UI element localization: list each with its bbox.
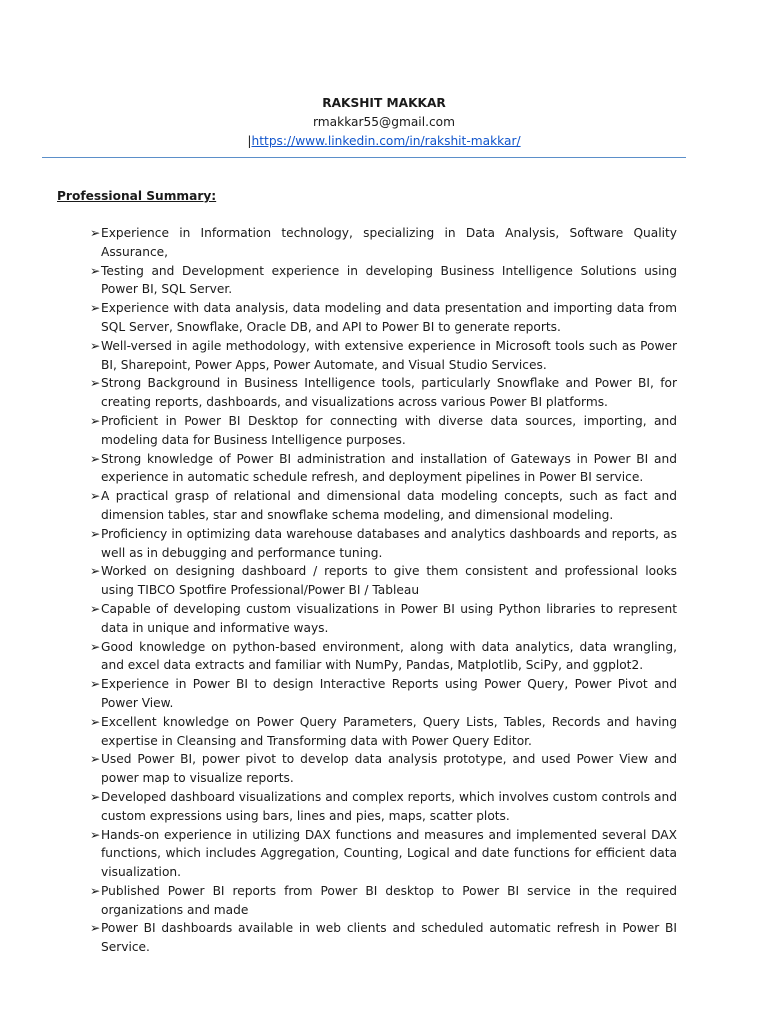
arrow-bullet-icon: ➢ [90, 827, 101, 842]
list-item [79, 750, 677, 788]
resume-header [0, 94, 768, 150]
list-item-text: Experience in Power BI to design Interactive Reports using Power Query, Power Pivot and Power View. [101, 677, 677, 710]
list-item-text: Used Power BI, power pivot to develop data analysis prototype, and used Power View and power map to visualize reports. [101, 752, 677, 786]
arrow-bullet-icon: ➢ [90, 376, 101, 391]
list-item-text: Capable of developing custom visualizations in Power BI using Python libraries to represent data in unique and informative ways. [101, 601, 677, 635]
list-item [79, 562, 677, 600]
list-item [79, 337, 677, 375]
list-item [79, 487, 677, 525]
linkedin-line [0, 132, 768, 151]
list-item [79, 262, 677, 300]
arrow-bullet-icon: ➢ [90, 226, 101, 240]
candidate-name: RAKSHIT MAKKAR [322, 96, 446, 110]
list-item [79, 826, 677, 882]
list-item [79, 788, 677, 826]
arrow-bullet-icon: ➢ [90, 564, 101, 579]
list-item [79, 224, 677, 262]
arrow-bullet-icon: ➢ [90, 263, 101, 278]
arrow-bullet-icon: ➢ [90, 526, 101, 541]
list-item [79, 525, 677, 563]
list-item [79, 450, 677, 488]
section-title: Professional Summary: [57, 189, 217, 203]
list-item [79, 882, 677, 920]
list-item-text: Strong knowledge of Power BI administration and installation of Gateways in Power BI and experience in automatic schedule refresh, and deployment pipelines in Power BI service. [101, 451, 677, 485]
arrow-bullet-icon: ➢ [90, 639, 101, 654]
email-text: rmakkar55@gmail.com [313, 114, 455, 129]
arrow-bullet-icon: ➢ [90, 921, 101, 936]
list-item [79, 412, 677, 450]
arrow-bullet-icon: ➢ [90, 714, 101, 729]
arrow-bullet-icon: ➢ [90, 601, 101, 616]
list-item-text: Developed dashboard visualizations and complex reports, which involves custom controls and custom expressions using bars, lines and pies, maps, scatter plots. [101, 789, 677, 823]
list-item [79, 675, 677, 713]
arrow-bullet-icon: ➢ [90, 789, 101, 804]
list-item-text: Hands-on experience in utilizing DAX functions and measures and implemented several DAX functions, which includes Aggregation, Counting, Logical and date functions for efficient data visualization. [101, 827, 677, 880]
arrow-bullet-icon: ➢ [90, 338, 101, 353]
list-item-text: Proficiency in optimizing data warehouse databases and analytics dashboards and reports, as well as in debugging and performance tuning. [101, 526, 677, 560]
arrow-bullet-icon: ➢ [90, 451, 101, 466]
list-item [79, 638, 677, 676]
list-item-text: Good knowledge on python-based environment, along with data analytics, data wrangling, and excel data extracts and familiar with NumPy, Pandas, Matplotlib, SciPy, and ggplot2. [101, 639, 677, 673]
list-item [79, 374, 677, 412]
list-item-text: Power BI dashboards available in web clients and scheduled automatic refresh in Power BI Service. [101, 921, 677, 955]
list-item-text: Excellent knowledge on Power Query Parameters, Query Lists, Tables, Records and having expertise in Cleansing and Transforming data with Power Query Editor. [101, 714, 677, 748]
arrow-bullet-icon: ➢ [90, 752, 101, 767]
list-item-text: Published Power BI reports from Power BI desktop to Power BI service in the required organizations and made [101, 883, 677, 917]
header-divider [42, 157, 686, 158]
list-item-text: Strong Background in Business Intelligence tools, particularly Snowflake and Power BI, for creating reports, dashboards, and visualizations across various Power BI platforms. [101, 376, 677, 410]
list-item-text: Experience in Information technology, specializing in Data Analysis, Software Quality Assurance, [101, 226, 677, 259]
list-item [79, 919, 677, 957]
list-item [79, 299, 677, 337]
summary-list [79, 224, 677, 957]
arrow-bullet-icon: ➢ [90, 677, 101, 692]
list-item [79, 600, 677, 638]
linkedin-link[interactable]: https://www.linkedin.com/in/rakshit-makkar/ [251, 133, 521, 148]
list-item-text: Experience with data analysis, data modeling and data presentation and importing data from SQL Server, Snowflake, Oracle DB, and API to Power BI to generate reports. [101, 301, 677, 334]
arrow-bullet-icon: ➢ [90, 883, 101, 898]
list-item-text: Well-versed in agile methodology, with extensive experience in Microsoft tools such as Power BI, Sharepoint, Power Apps, Power Automate, and Visual Studio Services. [101, 338, 677, 372]
arrow-bullet-icon: ➢ [90, 301, 101, 316]
list-item-text: Worked on designing dashboard / reports to give them consistent and professional looks using TIBCO Spotfire Professional/Power BI / Tableau [101, 564, 677, 598]
list-item [79, 713, 677, 751]
arrow-bullet-icon: ➢ [90, 489, 101, 504]
arrow-bullet-icon: ➢ [90, 413, 101, 428]
list-item-text: Proficient in Power BI Desktop for connecting with diverse data sources, importing, and modeling data for Business Intelligence purposes. [101, 413, 677, 447]
list-item-text: Testing and Development experience in developing Business Intelligence Solutions using Power BI, SQL Server. [101, 263, 677, 297]
list-item-text: A practical grasp of relational and dimensional data modeling concepts, such as fact and dimension tables, star and snowflake schema modeling, and dimensional modeling. [101, 489, 677, 522]
separator: | [247, 133, 252, 148]
